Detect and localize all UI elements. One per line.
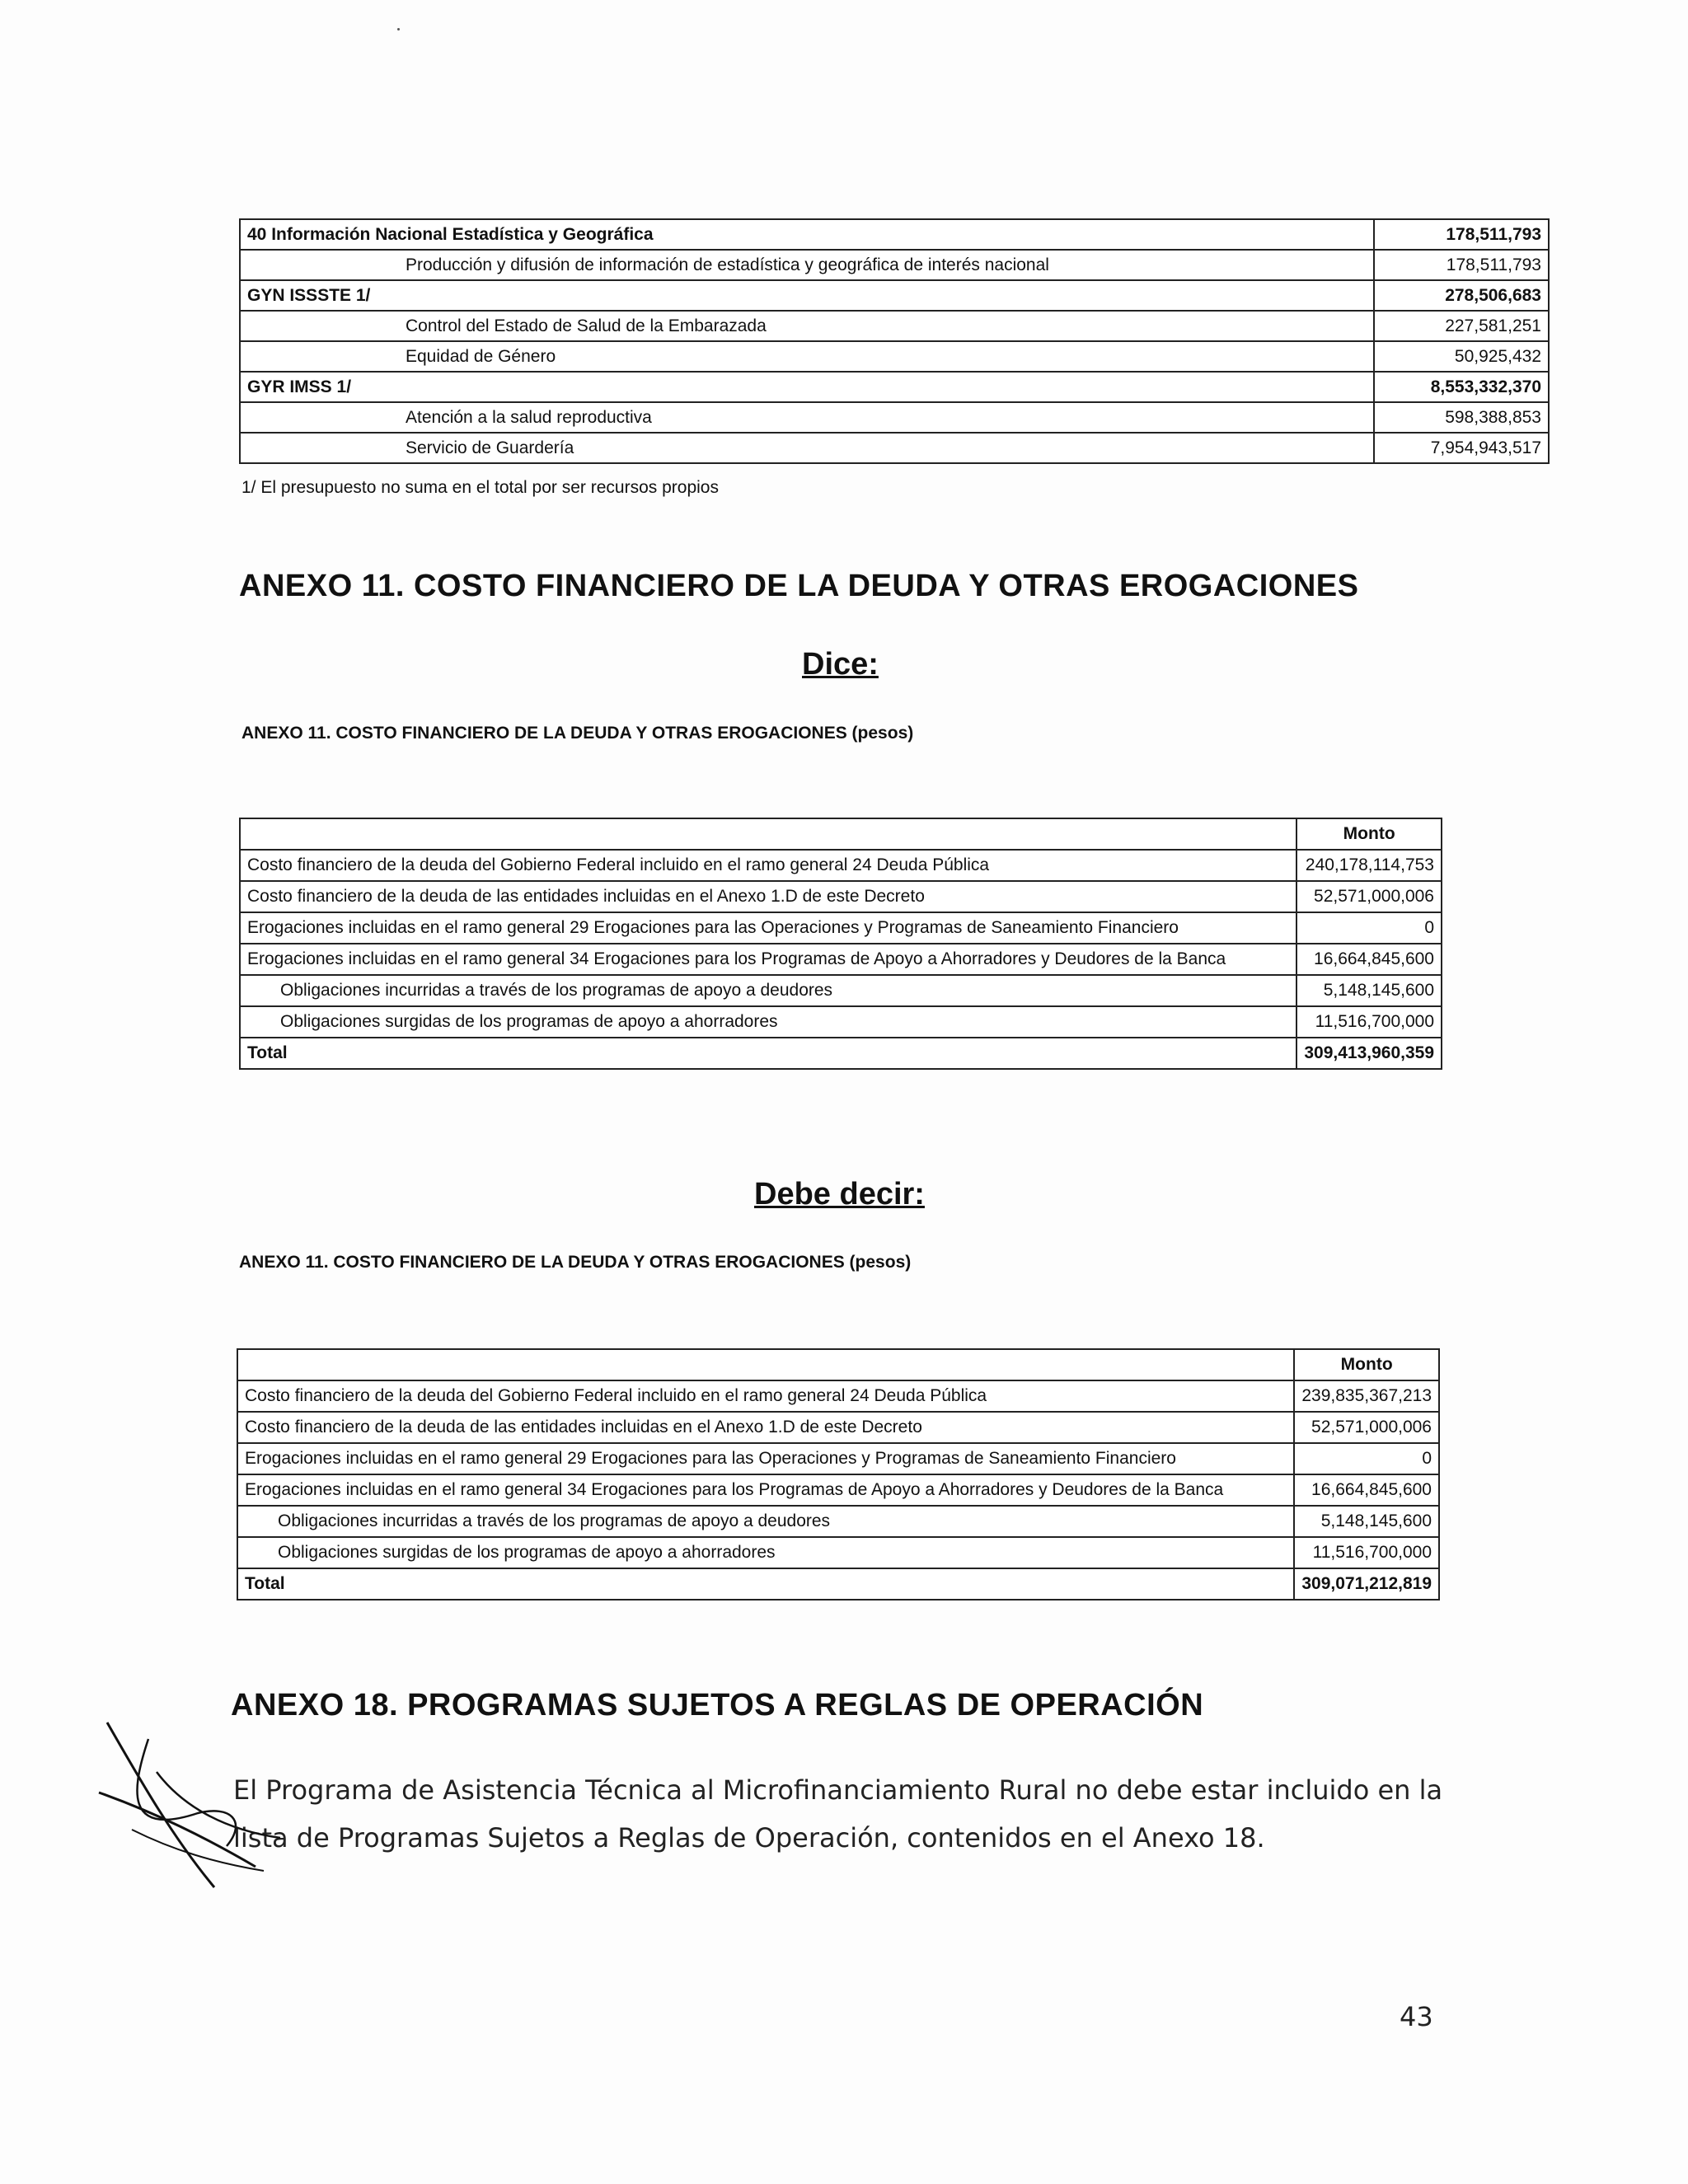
row-amount: 227,581,251 xyxy=(1374,311,1549,341)
dice-table-body xyxy=(240,818,1442,1069)
table-row xyxy=(237,1537,1439,1568)
anexo11-heading: ANEXO 11. COSTO FINANCIERO DE LA DEUDA Y OTRAS EROGACIONES xyxy=(239,569,1359,603)
table-row xyxy=(240,1006,1442,1038)
row-amount: 52,571,000,006 xyxy=(1294,1412,1439,1443)
row-label: Equidad de Género xyxy=(240,341,1374,372)
total-amount: 309,071,212,819 xyxy=(1294,1568,1439,1600)
row-amount: 8,553,332,370 xyxy=(1374,372,1549,402)
row-label: 40 Información Nacional Estadística y Geográfica xyxy=(240,219,1374,250)
row-amount: 178,511,793 xyxy=(1374,250,1549,280)
table-row xyxy=(240,850,1442,881)
page-number: 43 xyxy=(1400,2001,1433,2032)
debe-table-caption: ANEXO 11. COSTO FINANCIERO DE LA DEUDA Y OTRAS EROGACIONES (pesos) xyxy=(239,1253,912,1272)
table-row xyxy=(240,944,1442,975)
budget-table xyxy=(239,218,1550,464)
row-label: Costo financiero de la deuda de las entidades incluidas en el Anexo 1.D de este Decreto xyxy=(237,1412,1294,1443)
row-amount: 52,571,000,006 xyxy=(1296,881,1442,912)
header-blank xyxy=(237,1349,1294,1380)
row-amount: 5,148,145,600 xyxy=(1294,1506,1439,1537)
footnote: 1/ El presupuesto no suma en el total por ser recursos propios xyxy=(241,478,719,497)
row-label: Erogaciones incluidas en el ramo general 29 Erogaciones para las Operaciones y Programas de Saneamiento Financiero xyxy=(240,912,1296,944)
anexo18-heading: ANEXO 18. PROGRAMAS SUJETOS A REGLAS DE OPERACIÓN xyxy=(231,1688,1204,1722)
row-label: Servicio de Guardería xyxy=(240,433,1374,463)
row-amount: 50,925,432 xyxy=(1374,341,1549,372)
table-row xyxy=(240,433,1549,463)
table-row xyxy=(237,1506,1439,1537)
row-amount: 7,954,943,517 xyxy=(1374,433,1549,463)
handwritten-signature xyxy=(82,1714,297,1904)
row-amount: 278,506,683 xyxy=(1374,280,1549,311)
dice-table xyxy=(239,818,1442,1070)
anexo18-paragraph: El Programa de Asistencia Técnica al Microfinanciamiento Rural no debe estar incluido en la lista de Programas Sujetos a Reglas de Operación, contenidos en el Anexo 18. xyxy=(233,1774,1443,1854)
row-label: Obligaciones surgidas de los programas de apoyo a ahorradores xyxy=(240,1006,1296,1038)
table-row xyxy=(240,881,1442,912)
row-amount: 11,516,700,000 xyxy=(1294,1537,1439,1568)
column-header-monto: Monto xyxy=(1296,818,1442,850)
table-row xyxy=(237,1380,1439,1412)
row-label: Obligaciones incurridas a través de los programas de apoyo a deudores xyxy=(237,1506,1294,1537)
debe-table-body xyxy=(237,1349,1439,1600)
row-label: GYR IMSS 1/ xyxy=(240,372,1374,402)
column-header-monto: Monto xyxy=(1294,1349,1439,1380)
total-row xyxy=(237,1568,1439,1600)
table-row xyxy=(240,341,1549,372)
table-row xyxy=(237,1474,1439,1506)
table-row xyxy=(240,912,1442,944)
row-amount: 598,388,853 xyxy=(1374,402,1549,433)
row-label: Costo financiero de la deuda del Gobierno Federal incluido en el ramo general 24 Deuda Pública xyxy=(237,1380,1294,1412)
table-row xyxy=(240,311,1549,341)
header-blank xyxy=(240,818,1296,850)
table-row xyxy=(240,250,1549,280)
header-row xyxy=(237,1349,1439,1380)
row-amount: 5,148,145,600 xyxy=(1296,975,1442,1006)
dice-label: Dice: xyxy=(802,647,879,682)
row-label: GYN ISSSTE 1/ xyxy=(240,280,1374,311)
row-amount: 0 xyxy=(1296,912,1442,944)
table-row xyxy=(237,1412,1439,1443)
dice-table-caption: ANEXO 11. COSTO FINANCIERO DE LA DEUDA Y OTRAS EROGACIONES (pesos) xyxy=(241,724,914,743)
header-row xyxy=(240,818,1442,850)
table-row xyxy=(240,219,1549,250)
total-amount: 309,413,960,359 xyxy=(1296,1038,1442,1069)
debe-decir-table xyxy=(237,1348,1440,1601)
row-label: Obligaciones incurridas a través de los programas de apoyo a deudores xyxy=(240,975,1296,1006)
table-row xyxy=(240,975,1442,1006)
total-label: Total xyxy=(240,1038,1296,1069)
row-amount: 239,835,367,213 xyxy=(1294,1380,1439,1412)
table-row xyxy=(240,402,1549,433)
row-amount: 0 xyxy=(1294,1443,1439,1474)
budget-table-body xyxy=(240,219,1549,463)
row-amount: 16,664,845,600 xyxy=(1296,944,1442,975)
debe-decir-label: Debe decir: xyxy=(754,1177,925,1212)
row-label: Erogaciones incluidas en el ramo general 29 Erogaciones para las Operaciones y Programas de Saneamiento Financiero xyxy=(237,1443,1294,1474)
row-amount: 11,516,700,000 xyxy=(1296,1006,1442,1038)
row-label: Erogaciones incluidas en el ramo general 34 Erogaciones para los Programas de Apoyo a Ahorradores y Deudores de la Banca xyxy=(237,1474,1294,1506)
row-label: Costo financiero de la deuda del Gobierno Federal incluido en el ramo general 24 Deuda Pública xyxy=(240,850,1296,881)
scan-speck xyxy=(397,28,400,30)
total-row xyxy=(240,1038,1442,1069)
total-label: Total xyxy=(237,1568,1294,1600)
row-label: Atención a la salud reproductiva xyxy=(240,402,1374,433)
row-label: Costo financiero de la deuda de las entidades incluidas en el Anexo 1.D de este Decreto xyxy=(240,881,1296,912)
row-label: Control del Estado de Salud de la Embarazada xyxy=(240,311,1374,341)
row-label: Erogaciones incluidas en el ramo general 34 Erogaciones para los Programas de Apoyo a Ahorradores y Deudores de la Banca xyxy=(240,944,1296,975)
table-row xyxy=(240,372,1549,402)
table-row xyxy=(237,1443,1439,1474)
row-amount: 16,664,845,600 xyxy=(1294,1474,1439,1506)
row-label: Obligaciones surgidas de los programas de apoyo a ahorradores xyxy=(237,1537,1294,1568)
row-amount: 240,178,114,753 xyxy=(1296,850,1442,881)
table-row xyxy=(240,280,1549,311)
row-amount: 178,511,793 xyxy=(1374,219,1549,250)
row-label: Producción y difusión de información de estadística y geográfica de interés nacional xyxy=(240,250,1374,280)
